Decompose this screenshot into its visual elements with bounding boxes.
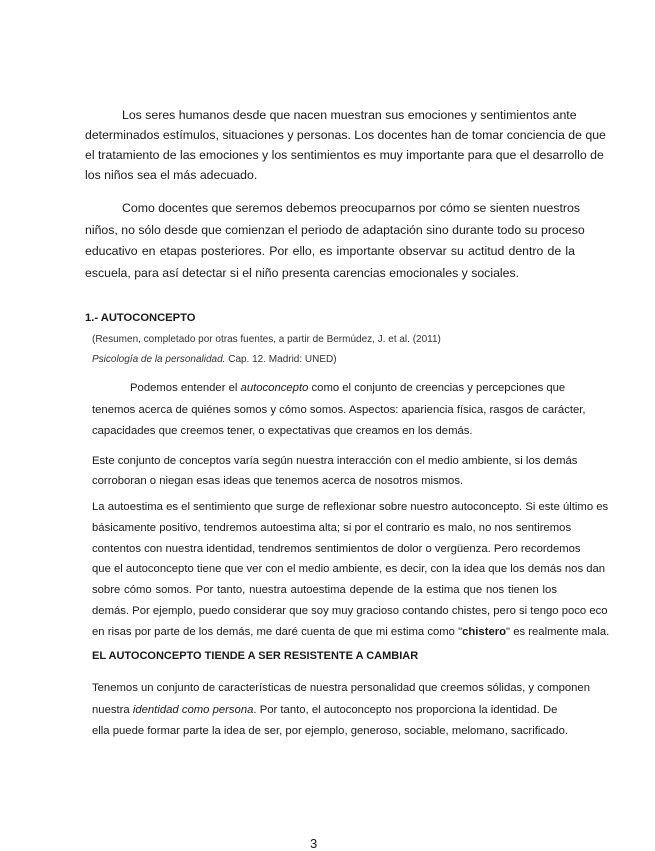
text-span: nuestra [92, 703, 133, 716]
text-line: sobre cómo somos. Por tanto, nuestra autoestima depende de la estima que nos tienen los [92, 584, 557, 597]
autoestima-paragraph [92, 497, 610, 643]
text-line: los niños sea el más adecuado. [85, 168, 258, 182]
book-title: Psicología de la personalidad. [92, 354, 226, 365]
text-line: tenemos acerca de quiénes somos y cómo somos. Aspectos: apariencia física, rasgos de carácter, [92, 403, 586, 416]
text-line [92, 378, 566, 400]
intro-paragraph-2 [85, 198, 585, 284]
text-line: Tenemos un conjunto de características de nuestra personalidad que creemos sólidas, y componen [92, 682, 590, 694]
text-span: " es realmente mala. [506, 625, 610, 638]
bold-term: chistero [462, 625, 507, 638]
intro-paragraph-1 [85, 105, 606, 185]
section-heading-resistance: EL AUTOCONCEPTO TIENDE A SER RESISTENTE A CAMBIAR [92, 650, 419, 662]
text-line: corroboran o niegan esas ideas que tenemos acerca de nosotros mismos. [92, 475, 464, 487]
text-span: Podemos entender el [130, 382, 241, 394]
text-line: capacidades que creemos tener, o expectativas que creamos en los demás. [92, 425, 473, 437]
text-span: como el conjunto de creencias y percepciones que [308, 382, 566, 394]
text-line [92, 622, 610, 643]
text-span: . Por tanto, el autoconcepto nos proporciona la identidad. De [253, 703, 558, 716]
reference-details: Cap. 12. Madrid: UNED) [225, 354, 337, 365]
text-line: educativo en etapas posteriores. Por ello, es importante observar su actitud dentro de la [85, 244, 575, 258]
text-line: Los seres humanos desde que nacen muestran sus emociones y sentimientos ante [122, 108, 577, 122]
reference-line-2 [92, 350, 337, 370]
concept-variation-paragraph [92, 451, 578, 491]
text-line: La autoestima es el sentimiento que surge de reflexionar sobre nuestro autoconcepto. Si este último es [92, 501, 609, 513]
text-line: ella puede formar parte la idea de ser, por ejemplo, generoso, sociable, melomano, sacrificado. [92, 725, 568, 737]
text-line [92, 700, 558, 722]
reference-line-1: (Resumen, completado por otras fuentes, a partir de Bermúdez, J. et al. (2011) [92, 334, 441, 345]
text-line: contentos con nuestra identidad, tendremos sentimientos de dolor o vergüenza. Pero recordemos [92, 542, 581, 555]
text-line: escuela, para así detectar si el niño presenta carencias emocionales y sociales. [85, 265, 520, 280]
text-line: básicamente positivo, tendremos autoestima alta; si por el contrario es malo, no nos sentiremos [92, 521, 572, 534]
text-line: que el autoconcepto tiene que ver con el medio ambiente, es decir, con la idea que los demás nos dan [92, 563, 606, 576]
text-line: el tratamiento de las emociones y los sentimientos es muy importante para que el desarrollo de [85, 148, 604, 162]
page-number: 3 [310, 836, 318, 851]
text-line: Este conjunto de conceptos varía según nuestra interacción con el medio ambiente, si los demás [92, 455, 578, 467]
text-span: en risas por parte de los demás, me daré cuenta de que mi estima como " [92, 625, 463, 638]
text-line: determinados estímulos, situaciones y personas. Los docentes han de tomar conciencia de que [85, 128, 606, 142]
emphasis-term: autoconcepto [240, 382, 309, 394]
section-heading-autoconcepto: 1.- AUTOCONCEPTO [85, 312, 196, 324]
text-line: demás. Por ejemplo, puedo considerar que soy muy gracioso contando chistes, pero si tengo poco eco [92, 604, 608, 617]
identity-paragraph [92, 678, 590, 743]
emphasis-term: identidad como persona [132, 703, 254, 716]
text-line: niños, no sólo desde que comienzan el periodo de adaptación sino durante todo su proceso [85, 222, 585, 237]
autoconcepto-definition [92, 378, 586, 443]
text-line: Como docentes que seremos debemos preocuparnos por cómo se sienten nuestros [122, 201, 580, 215]
